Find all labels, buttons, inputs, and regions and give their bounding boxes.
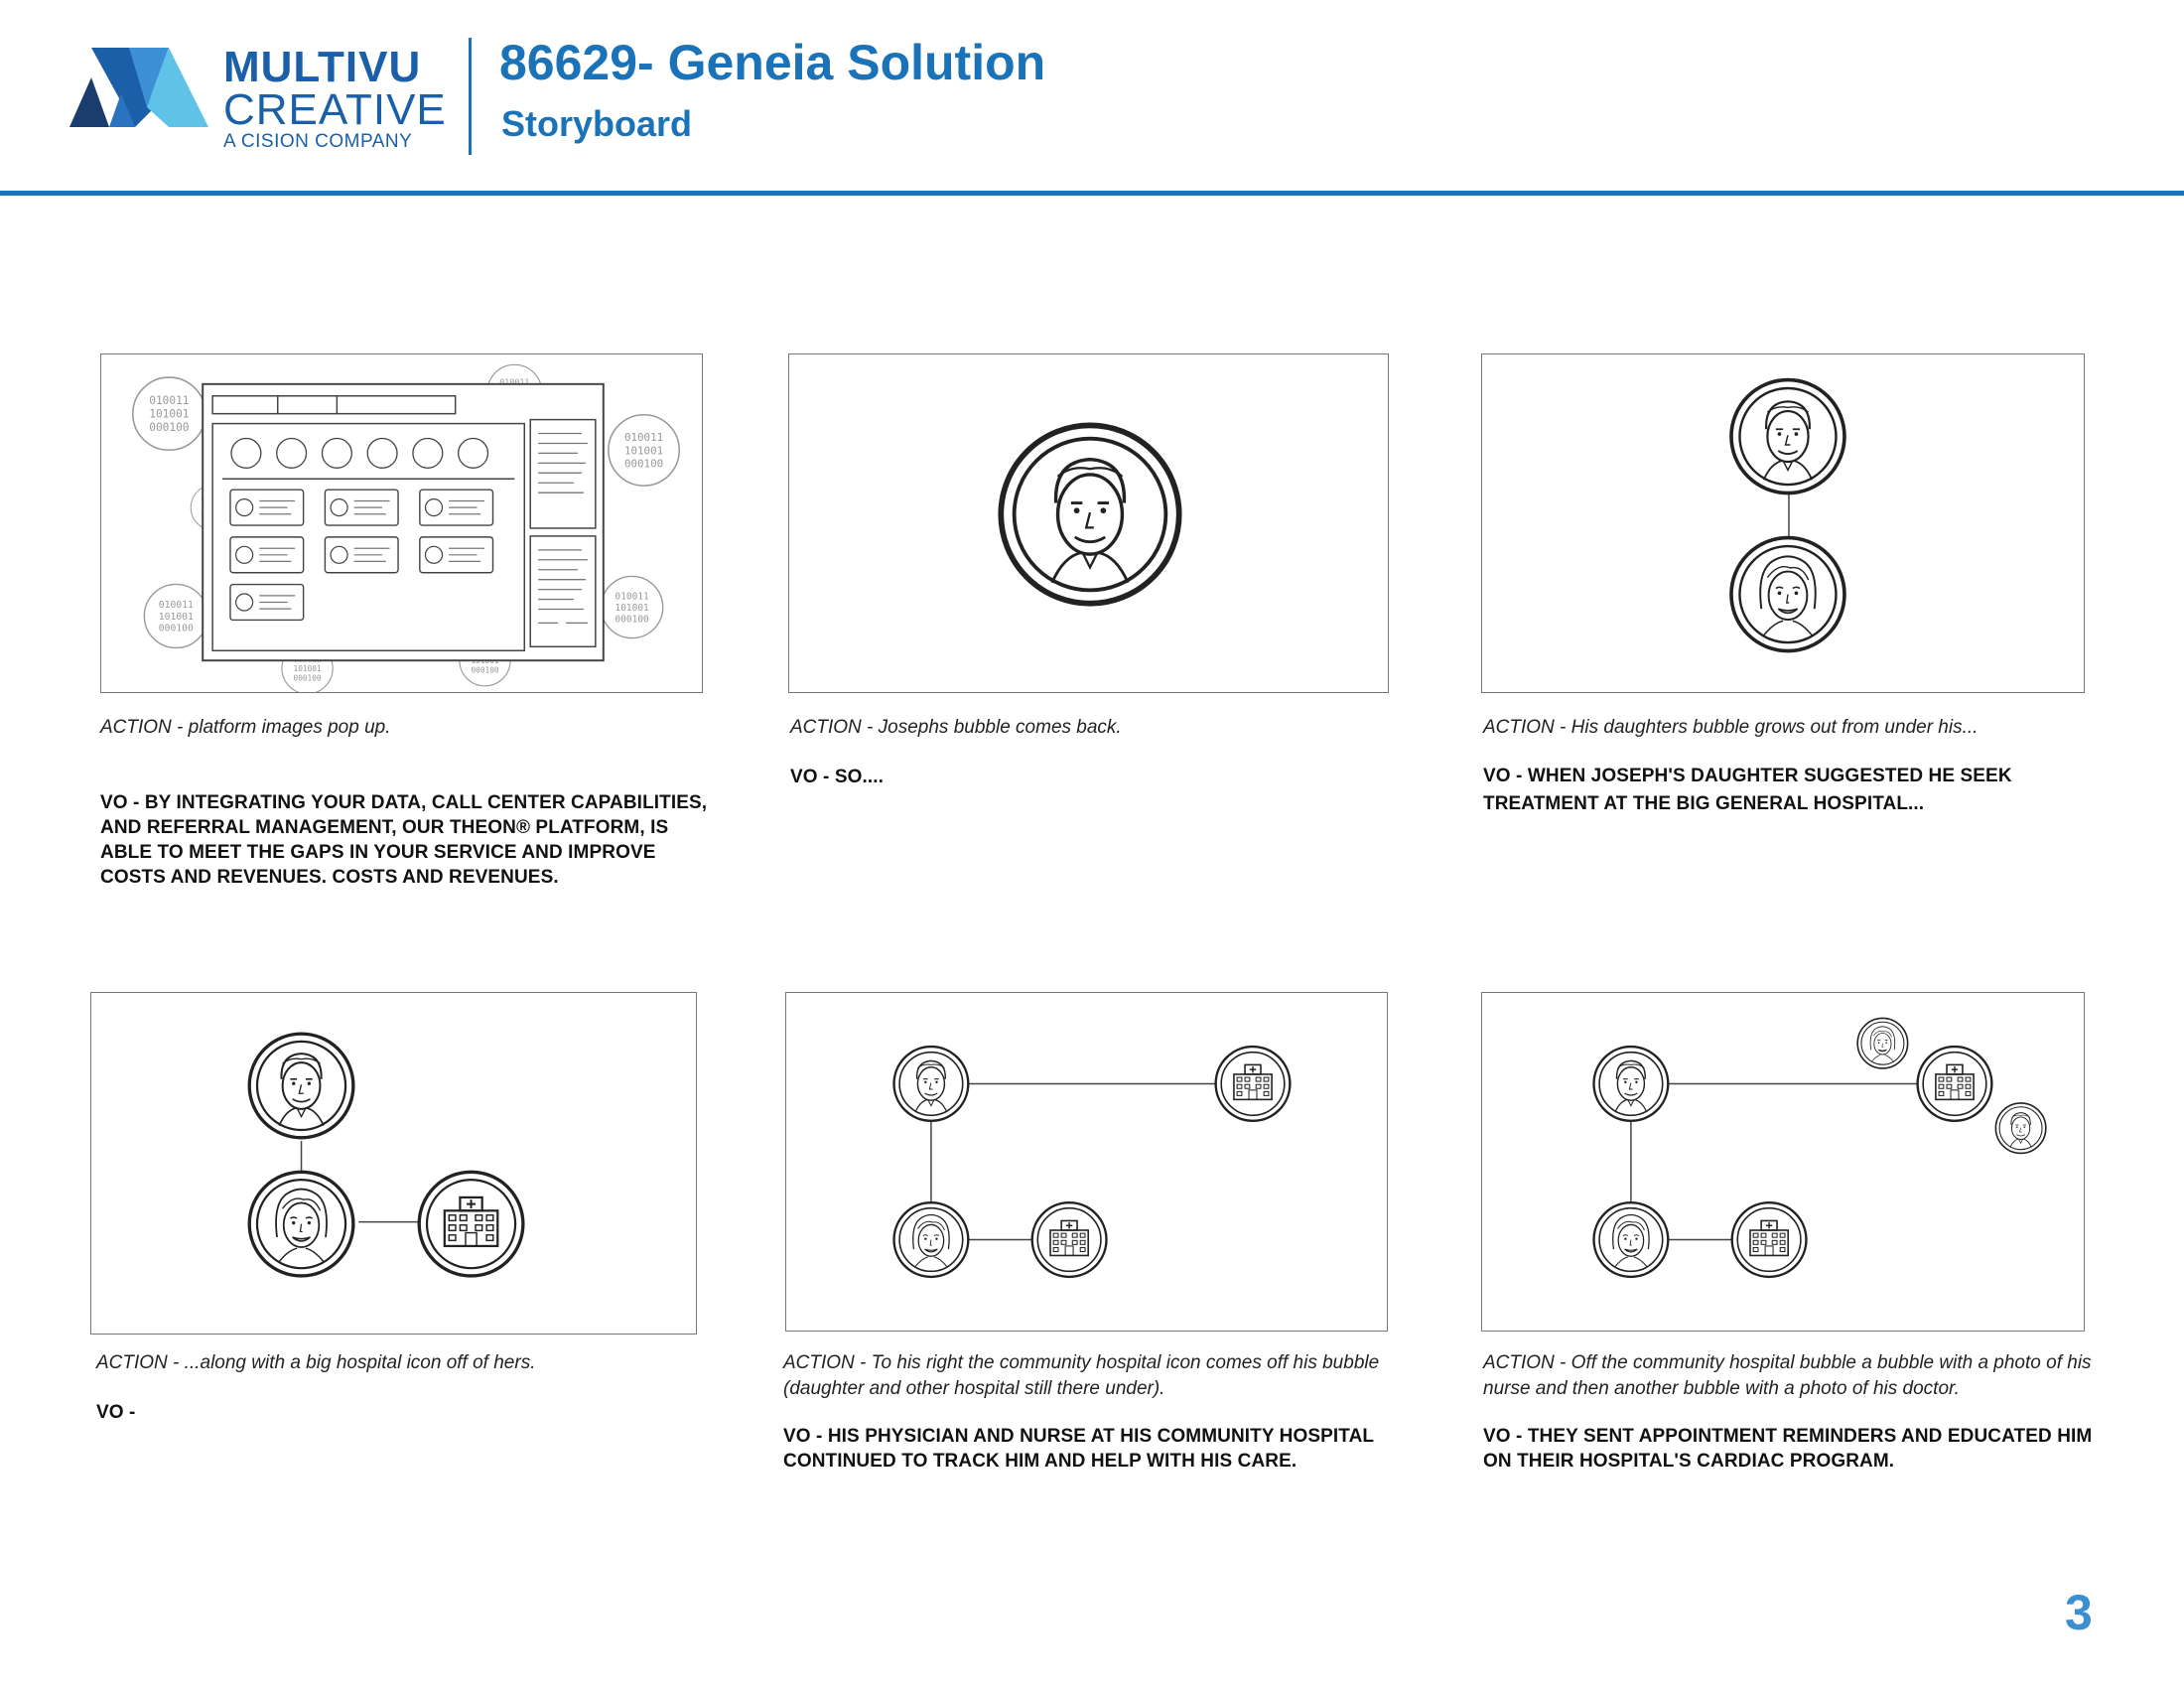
storyboard-frame-5 <box>785 992 1388 1332</box>
panel-4-vo: VO - <box>96 1402 136 1423</box>
storyboard-frame-4 <box>90 992 697 1335</box>
community-hospital-illustration <box>786 993 1387 1331</box>
logo-line-1: MULTIVU <box>223 43 422 91</box>
panel-6-vo: VO - THEY SENT APPOINTMENT REMINDERS AND EDUCATED HIM ON THEIR HOSPITAL'S CARDIAC PROGRAM. <box>1483 1426 2093 1472</box>
nurse-doctor-illustration <box>1482 993 2084 1331</box>
header-divider <box>469 38 472 155</box>
page-title: 86629- Geneia Solution <box>499 35 1046 90</box>
joseph-bubble-illustration <box>789 354 1388 692</box>
panel-1-action: ACTION - platform images pop up. <box>100 717 391 738</box>
platform-screen-illustration <box>101 354 702 692</box>
storyboard-frame-6 <box>1481 992 2085 1332</box>
daughter-bubble-illustration <box>1482 354 2084 692</box>
page-subtitle: Storyboard <box>501 103 693 144</box>
storyboard-frame-1 <box>100 353 703 693</box>
panel-2-vo: VO - SO.... <box>790 767 885 787</box>
logo-line-2: CREATIVE <box>223 85 447 134</box>
panel-5-vo: VO - HIS PHYSICIAN AND NURSE AT HIS COMMUNITY HOSPITAL CONTINUED TO TRACK HIM AND HELP WITH HIS CARE. <box>783 1426 1374 1472</box>
panel-5-action: ACTION - To his right the community hospital icon comes off his bubble (daughter and other hospital still there under). <box>783 1352 1380 1399</box>
panel-4-action: ACTION - ...along with a big hospital icon off of hers. <box>96 1352 536 1373</box>
panel-3-action: ACTION - His daughters bubble grows out from under his... <box>1483 717 1979 738</box>
panel-3-vo: VO - WHEN JOSEPH'S DAUGHTER SUGGESTED HE SEEK TREATMENT AT THE BIG GENERAL HOSPITAL... <box>1483 766 2012 814</box>
panel-6-action: ACTION - Off the community hospital bubble a bubble with a photo of his nurse and then another bubble with a photo of his doctor. <box>1483 1352 2092 1399</box>
big-hospital-illustration <box>91 993 696 1334</box>
storyboard-frame-3 <box>1481 353 2085 693</box>
multivu-logo-mark <box>69 48 218 127</box>
header-rule <box>0 191 2184 196</box>
multivu-logo-text <box>223 43 447 153</box>
storyboard-frame-2 <box>788 353 1389 693</box>
logo-line-3: A CISION COMPANY <box>223 131 413 152</box>
page-number: 3 <box>2065 1585 2093 1640</box>
panel-2-action: ACTION - Josephs bubble comes back. <box>790 717 1122 738</box>
panel-1-vo: VO - BY INTEGRATING YOUR DATA, CALL CENTER CAPABILITIES, AND REFERRAL MANAGEMENT, OUR THEON® PLATFORM, IS ABLE TO MEET THE GAPS IN YOUR SERVICE AND IMPROVE COSTS AND REVENUES. COSTS AND REVENUES. <box>100 792 708 888</box>
page-header <box>0 0 2184 199</box>
